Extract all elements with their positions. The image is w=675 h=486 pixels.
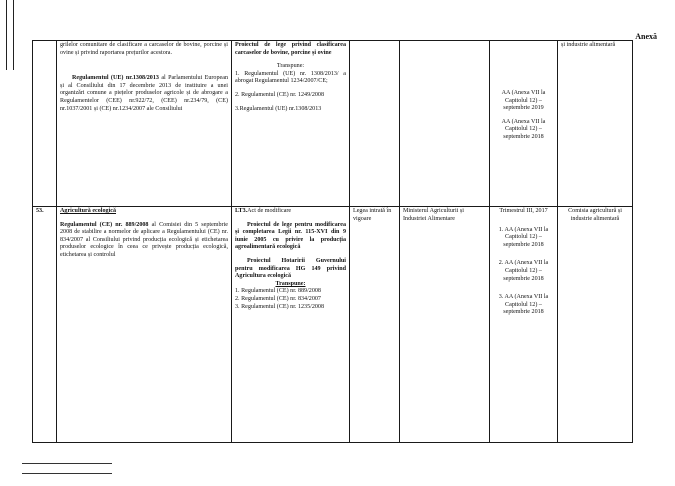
partner-text: Comisia agricultură și industrie alimentară: [568, 208, 622, 222]
annex-label: Anexă: [635, 32, 657, 41]
cell-eu-act: [57, 41, 232, 207]
table-row-continued: [33, 41, 633, 207]
cell-eu-act: [57, 207, 232, 443]
legal-form-text: Legea intrată în vigoare: [353, 208, 392, 222]
transpune-label: Transpune:: [275, 280, 306, 287]
cell-national-act: [232, 207, 350, 443]
term-entry: 3. AA (Anexa VII la Capitolul 12) – septembrie 2018: [498, 294, 549, 316]
eu-regulation-text: al Comisiei din 5 septembrie 2008 de stabilire a normelor de aplicare a Regulamentului (CE) nr. 834/2007 al Consiliului privind producția ecologică și etichetarea produselor ecologice în ceea ce privește producția ecologică, etichetarea și controlul: [60, 221, 228, 259]
transpune-item: 3.Regulamentul (UE) nr.1308/2013: [235, 105, 322, 112]
project-title: Proiectul de lege privind clasificarea carcaselor de bovine, porcine și ovine: [235, 42, 346, 56]
row-number: 53.: [36, 208, 44, 214]
cell-partner: [558, 207, 633, 443]
term-entry: 1. AA (Anexa VII la Capitolul 12) – septembrie 2018: [498, 226, 549, 248]
eu-regulation-title: Regulamentul (CE) nr. 889/2008: [60, 221, 149, 228]
transpune-item: 3. Regulamentul (CE) nr. 1235/2008: [235, 303, 325, 310]
term-entry: 2. AA (Anexa VII la Capitolul 12) – septembrie 2018: [498, 260, 549, 282]
transpune-label: Transpune:: [276, 63, 305, 70]
transpune-item: 2. Regulamentul (CE) nr. 834/2007: [235, 296, 321, 303]
transpune-item: 1. Regulamentul (UE) nr. 1308/2013/ a abrogat Regulamentul 1234/2007/CE;: [235, 70, 346, 85]
institution-text: Ministerul Agriculturii și Industriei Alimentare: [403, 208, 464, 222]
scan-edge-line: [13, 0, 14, 70]
cell-term: [490, 207, 558, 443]
lt3-code: LT3.: [235, 208, 248, 214]
term-entry: AA (Anexa VII la Capitolul 12) – septembrie 2019: [501, 90, 546, 112]
footer-divider: [22, 463, 112, 464]
cell-legal-form: [350, 41, 400, 207]
table-row-53: [33, 207, 633, 443]
action-plan-table: [32, 40, 633, 443]
eu-regulation-text: al Parlamentului European și al Consiliului din 17 decembrie 2013 de instituire a unei organizări comune a piețelor produselor agricole și de abrogare a Regulamentelor (CEE) nr.922/72, (CEE) nr.234/79, (CE) nr.1037/2001 și (CE) nr.1234/2007 ale Consiliului: [60, 75, 228, 112]
scan-edge-line: [6, 0, 7, 70]
cell-institution: [400, 41, 490, 207]
cell-national-act: [232, 41, 350, 207]
cell-legal-form: [350, 207, 400, 443]
partner-text: și industrie alimentară: [561, 42, 616, 48]
cell-number: [33, 41, 57, 207]
cell-term: [490, 41, 558, 207]
footer-divider: [22, 473, 112, 474]
project-hg: Proiectul Hotaririi Guvernului pentru modificarea HG 149 privind Agricultura ecologică: [235, 258, 346, 280]
eu-act-intro: grilelor comunitare de clasificare a carcaselor de bovine, porcine și ovine și privind raportarea prețurilor acestora.: [60, 42, 228, 56]
lt3-label: Act de modificare: [247, 208, 292, 214]
transpune-item: 1. Regulamentul (CE) nr. 889/2008: [235, 288, 321, 295]
cell-number: [33, 207, 57, 443]
cell-partner: [558, 41, 633, 207]
term-main: Trimestrul III, 2017: [499, 208, 548, 214]
term-entry: AA (Anexa VII la Capitolul 12) – septembrie 2018: [501, 118, 546, 141]
transpune-item: 2. Regulamentul (CE) nr. 1249/2008: [235, 92, 325, 99]
domain-title: Agricultură ecologică: [60, 208, 117, 214]
project-law: Proiectul de lege pentru modificarea și completarea Legii nr. 115-XVI din 9 iunie 2005 cu privire la producția agroalimentară ecologică: [235, 221, 346, 251]
cell-institution: [400, 207, 490, 443]
eu-regulation-title: Regulamentul (UE) nr.1308/2013: [72, 75, 159, 82]
